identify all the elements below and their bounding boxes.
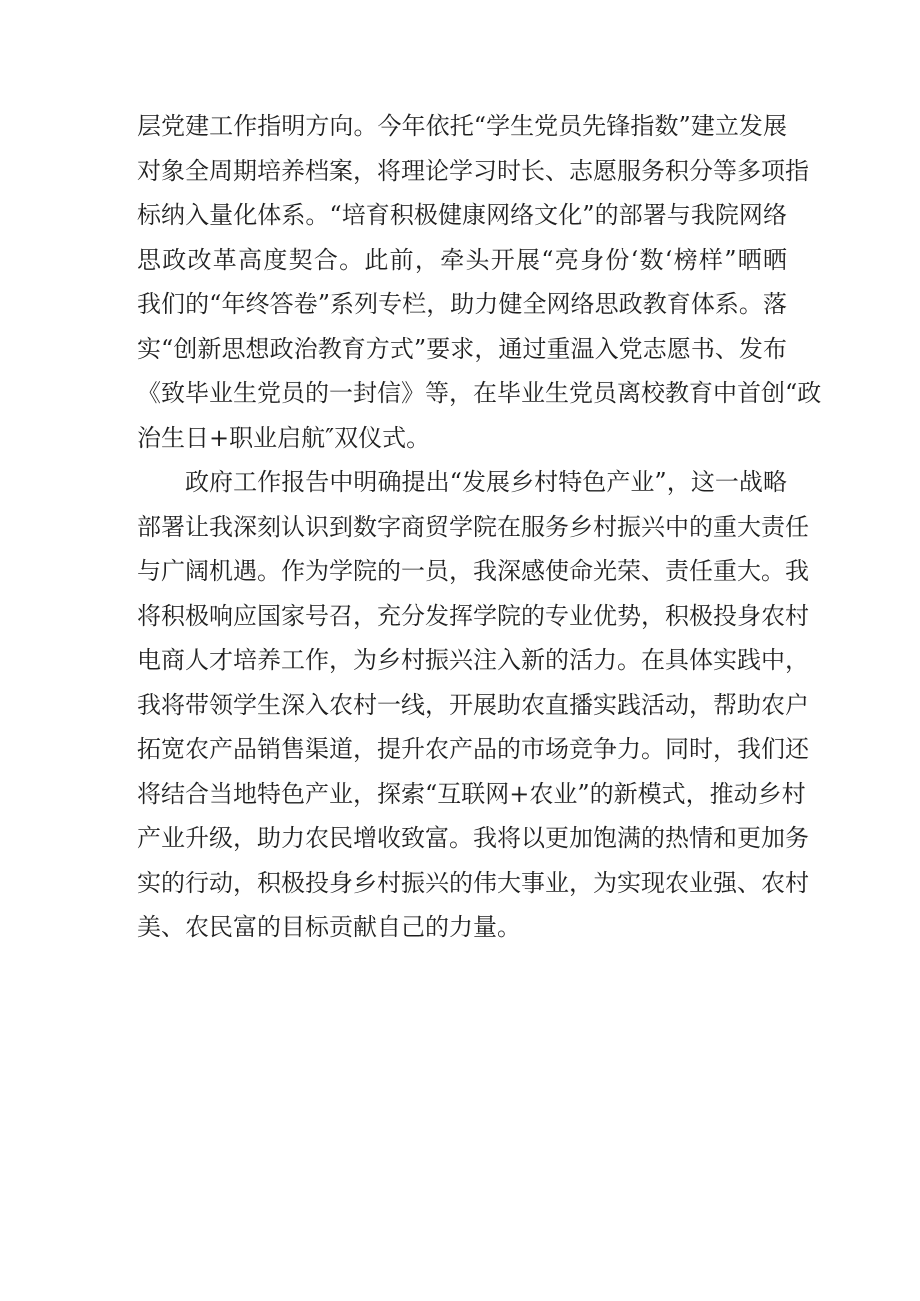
paragraph-line: 拓宽农产品销售渠道，提升农产品的市场竞争力。同时，我们还 [137,735,809,763]
paragraph-line: 标纳入量化体系。“培育积极健康网络文化”的部署与我院网络 [137,201,787,229]
paragraph-line: 部署让我深刻认识到数字商贸学院在服务乡村振兴中的重大责任 [137,512,809,541]
paragraph-line: 电商人才培养工作，为乡村振兴注入新的活力。在具体实践中， [137,646,809,674]
document-body [137,104,822,950]
paragraph-line: 层党建工作指明方向。今年依托“学生党员先锋指数”建立发展 [137,112,787,140]
paragraph-line: 《致毕业生党员的一封信》等，在毕业生党员离校教育中首创“政 [137,379,822,407]
paragraph-line: 将结合当地特色产业，探索“互联网+农业”的新模式，推动乡村 [137,779,806,808]
paragraph-line: 政府工作报告中明确提出“发展乡村特色产业”，这一战略 [185,468,787,496]
paragraph-line: 产业升级，助力农民增收致富。我将以更加饱满的热情和更加务 [137,824,809,852]
paragraph-1 [137,104,822,460]
paragraph-line: 我们的“年终答卷”系列专栏，助力健全网络思政教育体系。落 [137,290,787,318]
paragraph-line: 与广阔机遇。作为学院的一员，我深感使命光荣、责任重大。我 [137,557,809,585]
paragraph-2 [137,460,809,950]
paragraph-line: 我将带领学生深入农村一线，开展助农直播实践活动，帮助农户 [137,690,809,719]
paragraph-line: 将积极响应国家号召，充分发挥学院的专业优势，积极投身农村 [137,601,809,630]
paragraph-line: 实的行动，积极投身乡村振兴的伟大事业，为实现农业强、农村 [137,868,809,897]
paragraph-line: 实“创新思想政治教育方式”要求，通过重温入党志愿书、发布 [137,334,787,363]
paragraph-line: 治生日+职业启航″双仪式。 [137,423,431,452]
paragraph-line: 思政改革高度契合。此前，牵头开展“亮身份‘数‘榜样”晒晒 [137,245,787,274]
paragraph-line: 对象全周期培养档案，将理论学习时长、志愿服务积分等多项指 [137,156,809,185]
paragraph-line: 美、农民富的目标贡献自己的力量。 [137,913,521,941]
